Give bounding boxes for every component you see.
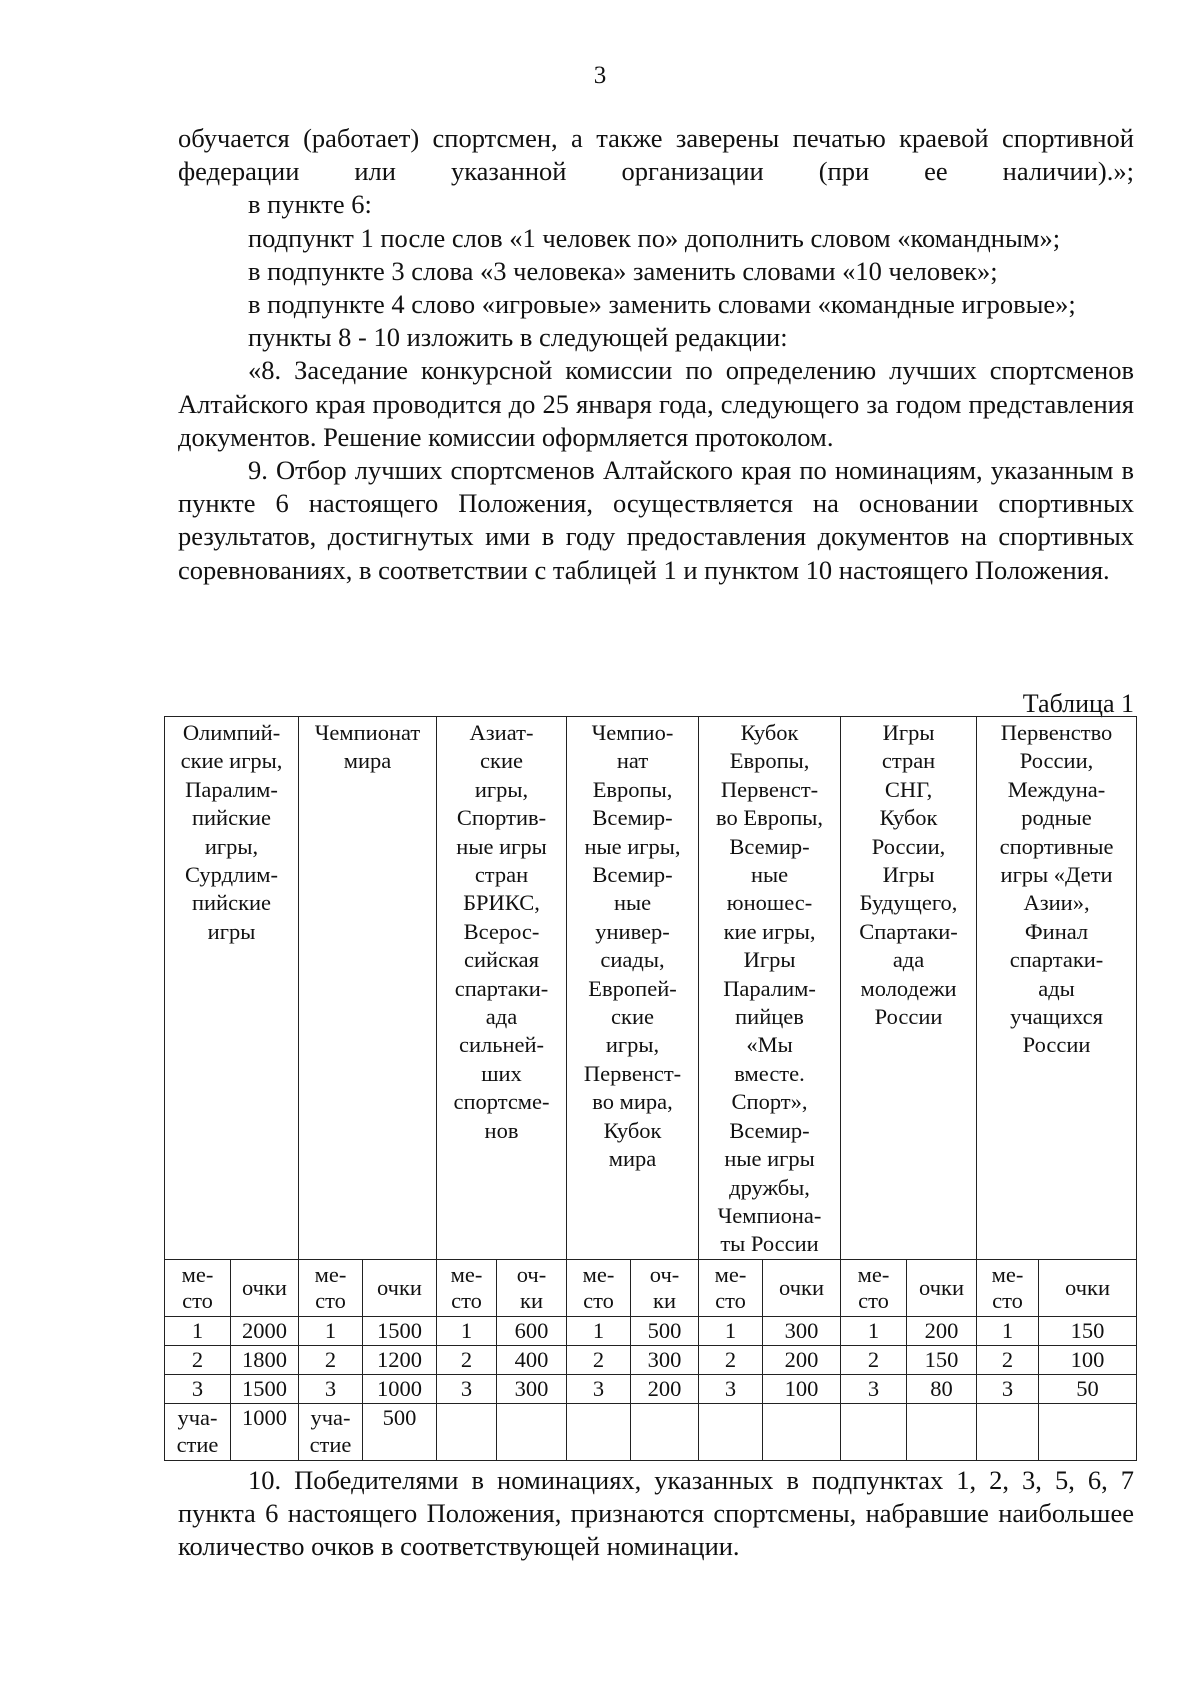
- table-cell: 3: [841, 1374, 907, 1403]
- table-row: [165, 1345, 1137, 1374]
- paragraph: [178, 321, 1134, 354]
- table-cell: 1000: [231, 1403, 299, 1460]
- table-cell: 100: [763, 1374, 841, 1403]
- table-cell: 80: [907, 1374, 977, 1403]
- table-cell: 400: [497, 1345, 567, 1374]
- paragraph: [178, 354, 1134, 454]
- table-cell: 3: [299, 1374, 363, 1403]
- table-cell: 3: [437, 1374, 497, 1403]
- table-header-cell: [977, 717, 1137, 1260]
- table-cell: 3: [977, 1374, 1039, 1403]
- table-subheader-cell: ме- сто: [437, 1259, 497, 1316]
- paragraph-text: обучается (работает) спортсмен, а также заверены печатью краевой спортивной федерации или указанной организации (при ее наличии).»;: [178, 123, 1134, 187]
- table-header-cell: [567, 717, 699, 1260]
- table-cell: 2: [699, 1345, 763, 1374]
- table-cell: 1: [567, 1316, 631, 1345]
- paragraph: [178, 188, 1134, 221]
- table-subheader-cell: очки: [231, 1259, 299, 1316]
- paragraph: [178, 255, 1134, 288]
- table-header-row: [165, 717, 1137, 1260]
- header-text: Игры стран СНГ, Кубок России, Игры Будущего, Спартаки- ада молодежи России: [859, 720, 958, 1030]
- table-cell: 1: [699, 1316, 763, 1345]
- paragraph: [178, 1464, 1134, 1564]
- table-cell: 1: [977, 1316, 1039, 1345]
- closing-text: [178, 1464, 1134, 1564]
- table-cell: [763, 1403, 841, 1460]
- table-cell: 200: [631, 1374, 699, 1403]
- table-cell: 2: [567, 1345, 631, 1374]
- table-subheader-cell: ме- сто: [977, 1259, 1039, 1316]
- paragraph: [178, 454, 1134, 587]
- table-cell: 1500: [363, 1316, 437, 1345]
- page-number: 3: [593, 62, 607, 89]
- paragraph: [178, 288, 1134, 321]
- table-header-cell: [299, 717, 437, 1260]
- table-cell: [977, 1403, 1039, 1460]
- table-cell: [699, 1403, 763, 1460]
- table-cell: 1: [299, 1316, 363, 1345]
- table-cell: [841, 1403, 907, 1460]
- table-cell: 2000: [231, 1316, 299, 1345]
- table-subheader-cell: очки: [363, 1259, 437, 1316]
- table-cell: 150: [907, 1345, 977, 1374]
- paragraph-text: в подпункте 4 слово «игровые» заменить словами «командные игровые»;: [248, 289, 1076, 320]
- header-text: Первенство России, Междуна- родные спортивные игры «Дети Азии», Финал спартаки- ады учащихся России: [999, 720, 1114, 1058]
- table-cell: 2: [299, 1345, 363, 1374]
- table-cell: 2: [841, 1345, 907, 1374]
- table-cell: [497, 1403, 567, 1460]
- table-cell: 3: [699, 1374, 763, 1403]
- table-subheader-cell: ме- сто: [567, 1259, 631, 1316]
- points-table: [164, 716, 1137, 1461]
- table-header-cell: [699, 717, 841, 1260]
- table-cell: 150: [1039, 1316, 1137, 1345]
- paragraph-text: 9. Отбор лучших спортсменов Алтайского края по номинациям, указанным в пункте 6 настоящего Положения, осуществляется на основании спортивных результатов, достигнутых ими в году предоставления документов на спортивных соревнованиях, в соответствии с таблицей 1 и пунктом 10 настоящего Положения.: [178, 455, 1134, 585]
- header-text: Азиат- ские игры, Спортив- ные игры стран БРИКС, Всерос- сийская спартаки- ада сильней- ших спортсме- нов: [453, 720, 550, 1143]
- header-text: Чемпио- нат Европы, Всемир- ные игры, Всемир- ные универ- сиады, Европей- ские игры, Первенст- во мира, Кубок мира: [583, 720, 682, 1172]
- paragraph-text: в пункте 6:: [248, 189, 372, 220]
- table-subheader-cell: очки: [907, 1259, 977, 1316]
- table-header-cell: [437, 717, 567, 1260]
- table-cell: 500: [631, 1316, 699, 1345]
- table-row: [165, 1403, 1137, 1460]
- table-cell: 600: [497, 1316, 567, 1345]
- paragraph: [178, 122, 1134, 188]
- paragraph-text: «8. Заседание конкурсной комиссии по определению лучших спортсменов Алтайского края проводится до 25 января года, следующего за годом представления документов. Решение комиссии оформляется протоколом.: [178, 355, 1134, 452]
- table-cell: 200: [763, 1345, 841, 1374]
- table-subheader-cell: ме- сто: [165, 1259, 231, 1316]
- table-cell: 3: [165, 1374, 231, 1403]
- header-text: Чемпионат мира: [314, 720, 421, 774]
- table-cell: уча- стие: [165, 1403, 231, 1460]
- table-caption: Таблица 1: [1022, 689, 1134, 718]
- table-subheader-cell: оч- ки: [631, 1259, 699, 1316]
- body-text: [178, 122, 1134, 587]
- table-cell: 200: [907, 1316, 977, 1345]
- table-subheader-cell: оч- ки: [497, 1259, 567, 1316]
- paragraph-text: в подпункте 3 слова «3 человека» заменить словами «10 человек»;: [248, 255, 998, 286]
- table-cell: [907, 1403, 977, 1460]
- table-cell: 1: [165, 1316, 231, 1345]
- table-cell: 50: [1039, 1374, 1137, 1403]
- header-text: Кубок Европы, Первенст- во Европы, Всемир- ные юношес- кие игры, Игры Паралим- пийцев «Мы вместе. Спорт», Всемир- ные игры дружбы, Чемпиона- ты России: [716, 720, 824, 1257]
- table-cell: 2: [977, 1345, 1039, 1374]
- table-cell: 3: [567, 1374, 631, 1403]
- table-cell: [567, 1403, 631, 1460]
- header-text: Олимпий- ские игры, Паралим- пийские игры, Сурдлим- пийские игры: [180, 720, 283, 944]
- table-subheader-cell: ме- сто: [299, 1259, 363, 1316]
- table-header-cell: [165, 717, 299, 1260]
- table-cell: [1039, 1403, 1137, 1460]
- table-cell: 300: [631, 1345, 699, 1374]
- table-cell: 500: [363, 1403, 437, 1460]
- table-row: [165, 1374, 1137, 1403]
- table-cell: 2: [165, 1345, 231, 1374]
- table-subheader-cell: ме- сто: [699, 1259, 763, 1316]
- table-cell: 1200: [363, 1345, 437, 1374]
- table-subheader-cell: очки: [1039, 1259, 1137, 1316]
- table-cell: 300: [763, 1316, 841, 1345]
- table-cell: 2: [437, 1345, 497, 1374]
- paragraph-text: 10. Победителями в номинациях, указанных в подпунктах 1, 2, 3, 5, 6, 7 пункта 6 настоящего Положения, признаются спортсмены, набравшие наибольшее количество очков в соответствующей номинации.: [178, 1465, 1134, 1562]
- table-cell: 1: [437, 1316, 497, 1345]
- table-cell: 1000: [363, 1374, 437, 1403]
- table-row: [165, 1316, 1137, 1345]
- table-cell: 300: [497, 1374, 567, 1403]
- table-subheader-cell: ме- сто: [841, 1259, 907, 1316]
- table-cell: уча- стие: [299, 1403, 363, 1460]
- table-cell: [631, 1403, 699, 1460]
- table-header-cell: [841, 717, 977, 1260]
- table-subheader-row: [165, 1259, 1137, 1316]
- paragraph-text: подпункт 1 после слов «1 человек по» дополнить словом «командным»;: [248, 222, 1061, 253]
- table-cell: 1800: [231, 1345, 299, 1374]
- table-cell: 100: [1039, 1345, 1137, 1374]
- table-subheader-cell: очки: [763, 1259, 841, 1316]
- table-cell: 1: [841, 1316, 907, 1345]
- paragraph-text: пункты 8 - 10 изложить в следующей редакции:: [248, 322, 788, 353]
- table-cell: [437, 1403, 497, 1460]
- paragraph: [178, 222, 1134, 255]
- table-cell: 1500: [231, 1374, 299, 1403]
